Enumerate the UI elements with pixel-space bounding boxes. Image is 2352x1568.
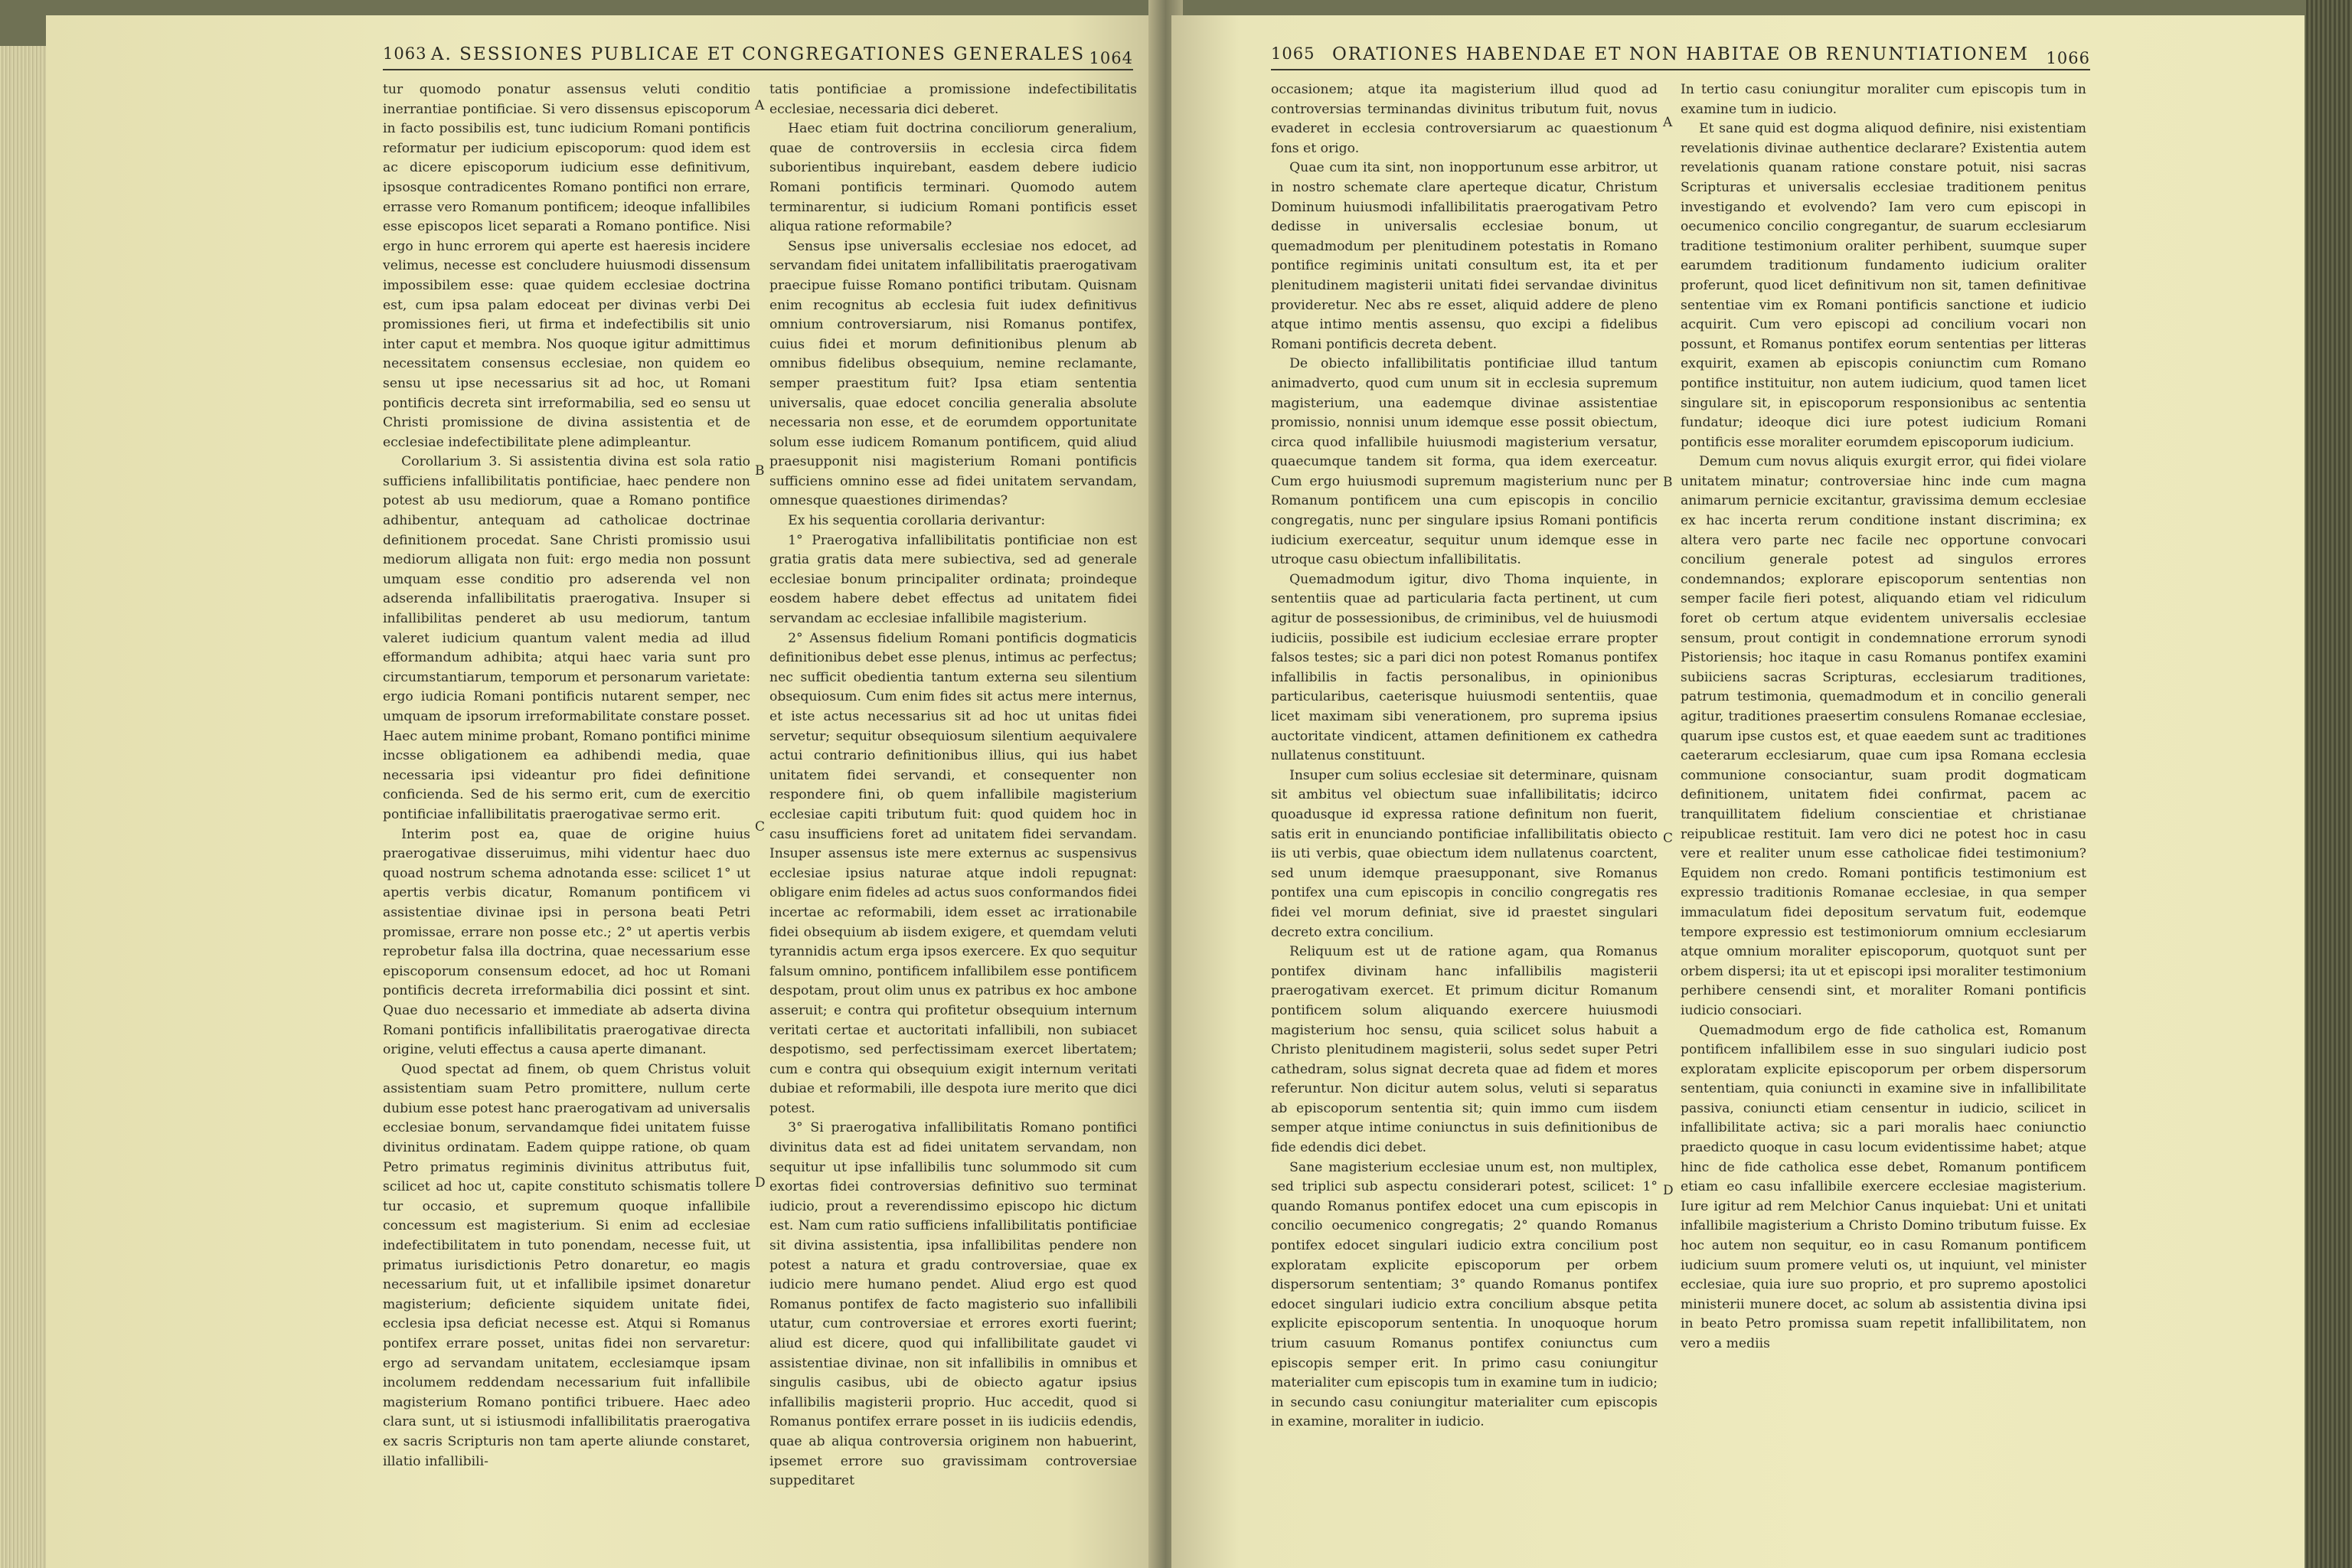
margin-marker-d: D <box>1663 1183 1674 1198</box>
paragraph: Et sane quid est dogma aliquod definire, nisi existentiam revelationis divinae authentice declarare? Existentia autem revelationis quanam ratione constare potuit, nisi sacras Scripturas et universalis ecclesiae traditionem penitus investigando et evolvendo? Iam vero cum episcopi in oecumenico concilio congregantur, de suarum ecclesiarum traditione testimonium oraliter perhibent, suumque super earumdem traditionum fundamento iudicium oraliter proferunt, quod licet definitivum non sit, tamen definitivae sententiae vim ex Romani pontificis sanctione et iudicio acquirit. Cum vero episcopi ad concilium vocari non possunt, et Romanus pontifex eorum sententias per litteras exquirit, examen ab episcopis coniunctim cum Romano pontifice instituitur, non autem iudicium, quod tamen licet singulare sit, in episcoporum responsionibus ac sententia fundatur; ideoque dici iure potest iudicium Romani pontificis esse moraliter eorumdem episcoporum iudicium. <box>1681 121 2086 450</box>
paragraph: Insuper cum solius ecclesiae sit determinare, quisnam sit ambitus vel obiectum suae infallibilitatis; idcirco quoadusque id expressa ratione definitum non fuerit, satis erit in enunciando pontificiae infallibilitatis obiecto iis uti verbis, quae obiectum idem nullatenus coarctent, sed unum idemque praesupponant, sive Romanus pontifex una cum episcopis in concilio congregatis res fidei vel morum definiat, sive id praestet singulari decreto extra concilium. <box>1271 767 1658 940</box>
page-number-1063: 1063 <box>383 44 427 63</box>
paragraph: 3° Si praerogativa infallibilitatis Romano pontifici divinitus data est ad fidei unitatem servandam, non sequitur ut ipse infallibilis tunc solummodo sit cum exortas fidei controversias definitivo suo terminat iudicio, prout a reverendissimo episcopo hic dictum est. Nam cum ratio sufficiens infallibilitatis pontificiae sit divina assistentia, ipsa infallibilitas pendere non potest a natura et gradu controversiae, quae ex iudicio mere humano pendet. Aliud ergo est quod Romanus pontifex de facto magisterio suo infallibili utatur, cum controversiae et errores exorti fuerint; aliud est dicere, quod qui infallibilitate gaudet vi assistentiae divinae, non sit infallibilis in omnibus et singulis casibus, ubi de obiecto agatur ipsius infallibilis magisterii proprio. Huc accedit, quod si Romanus pontifex errare posset in iis iudiciis edendis, quae ab aliqua controversia originem non habuerint, ipsemet errore suo gravissimam controversiae suppeditaret <box>769 1120 1137 1489</box>
margin-marker-c: C <box>755 819 766 835</box>
paragraph: Quemadmodum igitur, divo Thoma inquiente, in sententiis quae ad particularia facta pertinent, ut cum agitur de possessionibus, de criminibus, vel de huiusmodi iudiciis, possibile est iudicium ecclesiae errare propter falsos testes; sic a pari dici non potest Romanus pontifex infallibilis in factis personalibus, in opinionibus particularibus, caeterisque huiusmodi sententiis, quae licet maximam sibi venerationem, pro suprema ipsius auctoritate vindicent, attamen definitionem ex cathedra nullatenus constituunt. <box>1271 571 1658 764</box>
paragraph: Sane magisterium ecclesiae unum est, non multiplex, sed triplici sub aspectu considerari potest, scilicet: 1° quando Romanus pontifex edocet una cum episcopis in concilio oecumenico congregatis; 2° quando Romanus pontifex edocet singulari iudicio extra concilium post exploratam explicite episcoporum per orbem dispersorum sententiam; 3° quando Romanus pontifex edocet singulari iudicio extra concilium absque petita explicite episcoporum sententia. In unoquoque horum trium casuum Romanus pontifex coniunctus cum episcopis semper erit. In primo casu coniungitur materialiter cum episcopis tum in examine tum in iudicio; in secundo casu coniungitur materialiter cum episcopis in examine, moraliter in iudicio. <box>1271 1159 1658 1430</box>
paragraph: tatis pontificiae a promissione indefectibilitatis ecclesiae, necessaria dici deberet. <box>769 82 1137 117</box>
paragraph: Sensus ipse universalis ecclesiae nos edocet, ad servandam fidei unitatem infallibilitatis praerogativam praecipue fuisse Romano pontifici tributam. Quisnam enim recognitus ab ecclesia fuit iudex definitivus omnium controversiarum, nisi Romanus pontifex, cuius fidei et morum definitionibus plenum ab omnibus fidelibus obsequium, nemine reclamante, semper praestitum fuit? Ipsa etiam sententia universalis, quae edocet concilia generalia absolute necessaria non esse, et de eorumdem opportunitate solum esse iudicem Romanum pontificem, quid aliud praesupponit nisi magisterium Romani pontificis sufficiens omnino esse ad fidei unitatem servandam, omnesque quaestiones dirimendas? <box>769 238 1137 509</box>
margin-marker-b: B <box>1663 475 1673 490</box>
paragraph: Interim post ea, quae de origine huius praerogativae disseruimus, mihi videntur haec duo quoad nostrum schema adnotanda esse: scilicet 1° ut apertis verbis dicatur, Romanum pontificem vi assistentiae divinae ipsi in persona beati Petri promissae, errare non posse etc.; 2° ut apertis verbis reprobetur falsa illa doctrina, quae necessarium esse episcoporum consensum edocet, ad hoc ut Romani pontificis decreta irreformabilia dici possint et sint. Quae duo necessario et immediate ab adserta divina Romani pontificis infallibilitatis praerogativae directa origine, veluti effectus a causa aperte dimanant. <box>383 826 750 1058</box>
left-page <box>46 15 1156 1568</box>
running-title-right: ORATIONES HABENDAE ET NON HABITAE OB RENUNTIATIONEM <box>1331 44 2030 64</box>
margin-marker-a: A <box>1663 115 1673 130</box>
margin-marker-b: B <box>755 463 765 479</box>
page-number-1066: 1066 <box>2046 49 2090 67</box>
paragraph: tur quomodo ponatur assensus veluti conditio inerrantiae pontificiae. Si vero dissensus episcoporum in facto possibilis est, tunc iudicium Romani pontificis reformatur per iudicium episcoporum: quod idem est ac dicere episcoporum iudicium esse definitivum, ipsosque contradicentes Romano pontifici non errare, errasse vero Romanum pontificem; ideoque infallibiles esse episcopos licet separati a Romano pontifice. Nisi ergo in hunc errorem qui aperte est haeresis incidere velimus, necesse est concludere huiusmodi dissensum impossibilem esse: quae quidem ecclesiae doctrina est, cum ipsa palam edoceat per divinas verbi Dei promissiones fieri, ut firma et indefectibilis sit unio inter caput et membra. Nos quoque igitur admittimus necessitatem consensus ecclesiae, non quidem eo sensu ut ipse necessarius sit ad hoc, ut Romani pontificis decreta sint irreformabilia, sed eo sensu ut Christi promissione de divina assistentia et de ecclesiae indefectibilitate plene adimpleantur. <box>383 82 750 450</box>
paragraph: Reliquum est ut de ratione agam, qua Romanus pontifex divinam hanc infallibilis magisterii praerogativam exercet. Et primum dicitur Romanum pontificem solum aliquando exercere huiusmodi magisterium hoc sensu, quia scilicet solus habuit a Christo plenitudinem magisterii, solus sedet super Petri cathedram, solus signat decreta quae ad fidem et mores referuntur. Non dicitur autem solus, veluti si separatus ab episcoporum sententia sit; quin immo cum iisdem semper atque intime coniunctus in suis definitionibus de fide edendis dici debet. <box>1271 944 1658 1156</box>
paragraph: 1° Praerogativa infallibilitatis pontificiae non est gratia gratis data mere subiectiva, sed ad generale ecclesiae bonum principaliter ordinata; proindeque eosdem habere debet effectus ad unitatem fidei servandam ac ecclesiae infallibile magisterium. <box>769 532 1137 627</box>
paragraph: Haec etiam fuit doctrina conciliorum generalium, quae de controversiis in ecclesia circa fidem suborientibus inquirebant, easdem debere iudicio Romani pontificis terminari. Quomodo autem terminarentur, si iudicium Romani pontificis esset aliqua ratione reformabile? <box>769 121 1137 235</box>
page-number-1065: 1065 <box>1271 44 1315 63</box>
book-page-edges-right <box>2306 0 2352 1568</box>
paragraph: 2° Assensus fidelium Romani pontificis dogmaticis definitionibus debet esse plenus, intimus ac perfectus; nec sufficit obedientia tantum externa seu silentium obsequiosum. Cum enim fides sit actus mere internus, et iste actus necessarius sit ad hoc ut unitas fidei servetur; sequitur obsequiosum silentium aequivalere actui contrario definitionibus illius, qui ius habet unitatem fidei servandi, et consequenter non respondere fini, ob quem infallibile magisterium ecclesiae capiti tributum fuit: quod quidem hoc in casu insufficiens foret ad unitatem fidei servandam. Insuper assensus iste mere externus ac suspensivus ecclesiae ipsius naturae atque indoli repugnat: obligare enim fideles ad actus suos conformandos fidei incertae ac reformabili, idem esset ac irrationabile fidei obsequium ab iisdem exigere, et quemdam veluti tyrannidis actum erga ipsos exercere. Ex quo sequitur falsum omnino, pontificem infallibilem esse pontificem despotam, prout olim unus ex patribus ex hoc ambone asseruit; e contra qui profitetur obsequium internum veritati certae et auctoritati infallibili, non subiacet despotismo, sed perfectissimam exercet libertatem; cum e contra qui obsequium exigit internum veritati dubiae et reformabili, ille despota iure merito que dici potest. <box>769 630 1137 1116</box>
left-page-column-2 <box>769 80 1137 1558</box>
paragraph: Demum cum novus aliquis exurgit error, qui fidei violare unitatem minatur; controversiae hinc inde cum magna animarum pernicie excitantur, gravissima demum ecclesiae ex hac incerta rerum conditione instant discrimina; ex altera vero parte nec facile nec opportune convocari concilium generale potest ad singulos errores condemnandos; explorare episcoporum sententias non semper facile fieri potest, aliquando etiam vel ridiculum foret ob certum atque evidentem universalis ecclesiae sensum, prout contigit in condemnatione errorum synodi Pistoriensis; hoc itaque in casu Romanus pontifex examini subiiciens sacras Scripturas, ecclesiarum traditiones, patrum testimonia, quemadmodum et in concilio generali agitur, traditiones praesertim consulens Romanae ecclesiae, quarum ipse custos est, et quae eaedem sunt ac traditiones caeterarum ecclesiarum, quae cum ipsa Romana ecclesia communione consociantur, suam prodit dogmaticam definitionem, unitatem fidei confirmat, pacem ac tranquillitatem fidelium conscientiae et christianae reipublicae restituit. Iam vero dici ne potest hoc in casu vere et realiter unum esse catholicae fidei testimonium? Equidem non credo. Romani pontificis testimonium est expressio traditionis Romanae ecclesiae, in qua semper immaculatum fidei depositum servatum fuit, eodemque tempore expressio est testimoniorum omnium ecclesiarum atque omnium moraliter episcoporum, quotquot sunt per orbem dispersi; ita ut et episcopi ipsi moraliter testimonium perhibere censendi sint, et moraliter Romani pontificis iudicio consociari. <box>1681 454 2086 1018</box>
running-title-left: A. SESSIONES PUBLICAE ET CONGREGATIONES GENERALES <box>430 44 1086 64</box>
right-page-column-1 <box>1271 80 1658 1558</box>
paragraph: Corollarium 3. Si assistentia divina est sola ratio sufficiens infallibilitatis pontificiae, haec pendere non potest ab usu mediorum, quae a Romano pontifice adhibentur, antequam ad catholicae doctrinae definitionem procedat. Sane Christi promissio usui mediorum alligata non fuit: ergo media non possunt umquam esse conditio pro adserenda vel non adserenda infallibilitatis praerogativa. Insuper si infallibilitas penderet ab usu mediorum, tantum valeret iudicium quantum valent media ad illud efformandum adhibita; atqui haec varia sunt pro circumstantiarum, temporum et personarum varietate: ergo iudicia Romani pontificis nutarent semper, nec umquam de ipsorum irreformabilitate constare posset. Haec autem minime probant, Romano pontifici minime incsse obligationem ea adhibendi media, quae necessaria ipsi videantur pro fidei definitione conficienda. Sed de his sermo erit, cum de exercitio pontificiae infallibilitatis praerogativae sermo erit. <box>383 454 750 822</box>
paragraph: Quae cum ita sint, non inopportunum esse arbitror, ut in nostro schemate clare aperteque dicatur, Christum Dominum huiusmodi infallibilitatis praerogativam Petro dedisse in universalis ecclesiae bonum, ut quemadmodum per plenitudinem potestatis in Romano pontifice regiminis unitati consultum est, ita et per plenitudinem magisterii unitati fidei servandae divinitus provideretur. Nec abs re esset, aliquid addere de pleno atque intimo mentis assensu, quo excipi a fidelibus Romani pontificis decreta debent. <box>1271 160 1658 352</box>
left-page-column-1 <box>383 80 750 1558</box>
paragraph: occasionem; atque ita magisterium illud quod ad controversias terminandas divinitus tributum fuit, novus evaderet in ecclesia controversiarum ac quaestionum fons et origo. <box>1271 82 1658 156</box>
margin-marker-a: A <box>755 98 765 113</box>
paragraph: In tertio casu coniungitur moraliter cum episcopis tum in examine tum in iudicio. <box>1681 82 2086 117</box>
running-head-left <box>383 38 1133 70</box>
page-number-1064: 1064 <box>1089 49 1133 67</box>
paragraph: Quod spectat ad finem, ob quem Christus voluit assistentiam suam Petro promittere, nullum certe dubium esse potest hanc praerogativam ad universalis ecclesiae bonum, servandamque fidei unitatem fuisse divinitus ordinatam. Eadem quippe ratione, ob quam Petro primatus regiminis divinitus attributus fuit, scilicet ad hoc ut, capite constituto schismatis tollere tur occasio, et supremum quoque infallibile concessum est magisterium. Si enim ad ecclesiae indefectibilitatem in tuto ponendam, necesse fuit, ut primatus iurisdictionis Petro donaretur, eo magis necessarium fuit, ut et infallibile ipsimet donaretur magisterium; deficiente siquidem unitate fidei, ecclesia ipsa deficiat necesse est. Atqui si Romanus pontifex errare posset, unitas fidei non servaretur: ergo ad servandam unitatem, ecclesiamque ipsam incolumem reddendam necessarium fuit infallibile magisterium Romano pontifici tribuere. Haec adeo clara sunt, ut si istiusmodi infallibilitatis praerogativa ex sacris Scripturis non tam aperte aliunde constaret, illatio infallibili- <box>383 1061 750 1469</box>
paragraph: Quemadmodum ergo de fide catholica est, Romanum pontificem infallibilem esse in suo singulari iudicio post exploratam explicite episcoporum per orbem dispersorum sententiam, quia coniuncti in examine sive in infallibilitate passiva, coniuncti etiam censentur in iudicio, scilicet in infallibilitate activa; sic a pari moralis haec coniunctio praedicto quoque in casu locum evidentissime habet; atque hinc de fide catholica esse debet, Romanum pontificem etiam eo casu infallibile exercere ecclesiae magisterium. Iure igitur ad rem Melchior Canus inquiebat: Uni et unitati infallibile magisterium a Christo Domino tributum fuisse. Ex hoc autem non sequitur, eo in casu Romanum pontificem iudicium suum promere veluti os, ut inquiunt, vel minister ecclesiae, quia iure suo proprio, et pro supremo apostolici ministerii munere docet, ac solum ab assistentia divina ipsi in beato Petro promissa suam repetit infallibilitatem, non vero a mediis <box>1681 1022 2086 1351</box>
running-head-right <box>1271 38 2090 70</box>
margin-marker-c: C <box>1663 831 1674 846</box>
right-page-column-2 <box>1681 80 2086 1558</box>
paragraph: De obiecto infallibilitatis pontificiae illud tantum animadverto, quod cum unum sit in ecclesia supremum magisterium, una eademque divinae assistentiae promissio, nonnisi unum idemque esse possit obiectum, circa quod infallibile huiusmodi magisterium versatur, quaecumque tandem sit forma, qua idem exerceatur. Cum ergo huiusmodi supremum magisterium nunc per Romanum pontificem una cum episcopis in concilio congregatis, nunc per singulare ipsius Romani pontificis iudicium exerceatur, sequitur unum idemque esse in utroque casu obiectum infallibilitatis. <box>1271 356 1658 568</box>
right-page <box>1171 15 2305 1568</box>
paragraph: Ex his sequentia corollaria derivantur: <box>788 513 1046 529</box>
margin-marker-d: D <box>755 1175 766 1191</box>
